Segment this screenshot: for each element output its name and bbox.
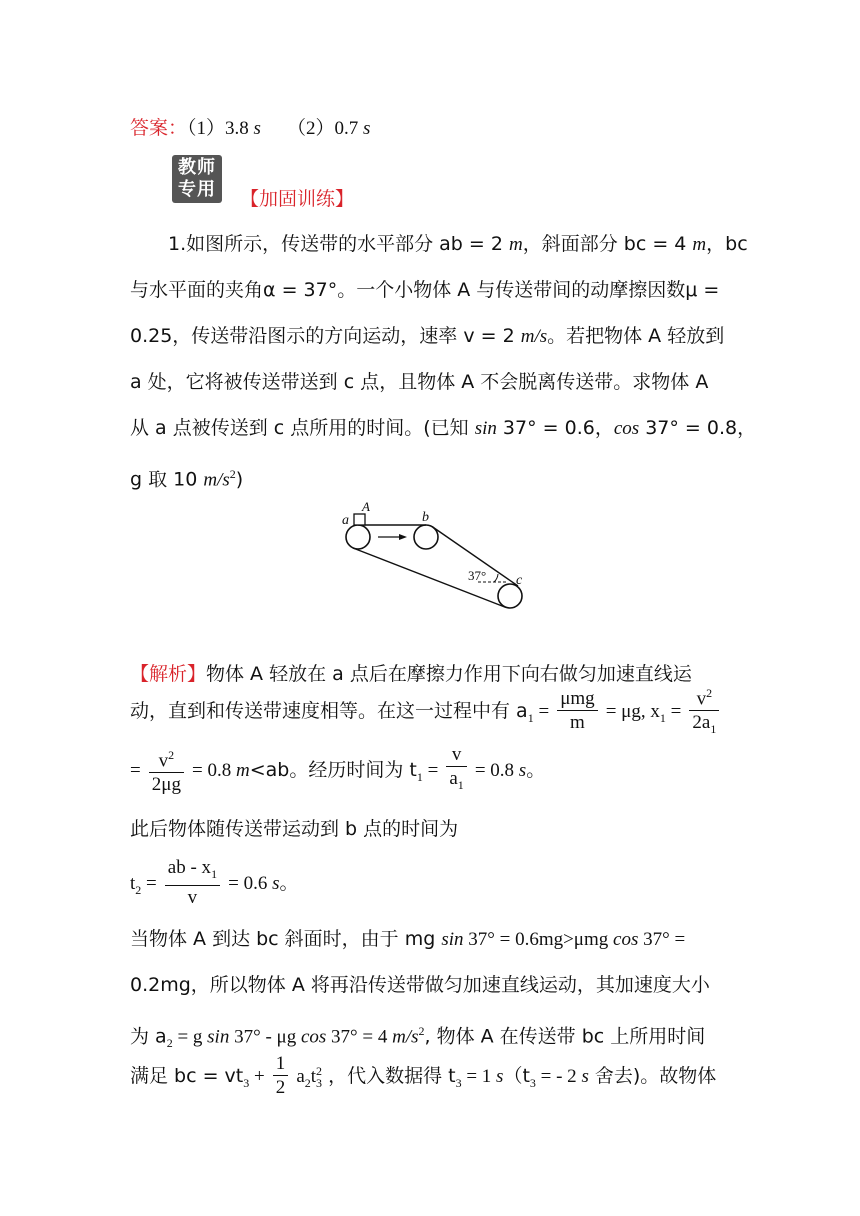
label-c: c (516, 573, 523, 588)
answer-line: 答案：（1）3.8 s （2）0.7 s (130, 117, 371, 139)
block-A (354, 514, 365, 525)
fraction-v2-2a1: $\frac{v^2}{2a_1}$ (689, 682, 719, 741)
label-a: a (342, 513, 349, 528)
teacher-badge-icon: 教师 专用 (172, 155, 222, 203)
solution-tag: 【解析】 (130, 663, 207, 685)
problem-line-1: 1.如图所示，传送带的水平部分 ab = 2 m，斜面部分 bc = 4 m，bc (168, 233, 748, 255)
fraction-ab-x1-v: $\frac{ab - x_1}{v}$ (165, 857, 220, 910)
pulley-a (346, 525, 370, 549)
solution-line-8: 为 $a_2 = g$ sin 37° - μg cos 37° = 4 $m/s^2$, 物体 A 在传送带 bc 上所用时间 (130, 1024, 706, 1051)
problem-line-6: g 取 10 $m/s^2$) (130, 467, 244, 491)
problem-line-3: 0.25，传送带沿图示的方向运动，速率 v = 2 m/s。若把物体 A 轻放到 (130, 325, 725, 347)
fraction-v2-2ug: $\frac{v^2}{2\mu g}$ (149, 744, 184, 797)
solution-line-2: 动，直到和传送带速度相等。在这一过程中有 $a_1$ = $\frac{\text{μmg}}{m}$ = μg, $x_1$ = $\frac{v^2}{2a_1}$ (130, 682, 721, 746)
problem-line-2: 与水平面的夹角α = 37°。一个小物体 A 与传送带间的动摩擦因数μ = (130, 279, 720, 301)
solution-line-4: 此后物体随传送带运动到 b 点的时间为 (130, 818, 459, 840)
fraction-umg-m: $\frac{\text{μmg}}{m}$ (557, 688, 597, 735)
solution-line-7: 0.2mg，所以物体 A 将再沿传送带做匀加速直线运动，其加速度大小 (130, 974, 710, 996)
answer-label: 答案： (130, 117, 188, 139)
solution-line-6: 当物体 A 到达 bc 斜面时，由于 mg sin 37° = 0.6mg>μmg cos 37° = (130, 928, 686, 950)
fraction-1-2: $\frac{1}{2}$ (273, 1053, 289, 1100)
problem-line-5: 从 a 点被传送到 c 点所用的时间。(已知 sin 37° = 0.6，cos 37° = 0.8， (130, 417, 757, 439)
conveyor-diagram (330, 500, 540, 615)
section-title: 【加固训练】 (240, 188, 355, 210)
solution-line-1: 【解析】物体 A 轻放在 a 点后在摩擦力作用下向右做匀加速直线运 (130, 663, 692, 685)
solution-line-9: 满足 bc = $vt_3$ + $\frac{1}{2}$ $a_2t$ 2 3 ，代入数据得 $t_3 = 1$ $s(t_3$ = - 2 s 舍去)。故物体 (130, 1053, 717, 1098)
label-angle: 37° (468, 568, 487, 583)
label-b: b (422, 510, 429, 525)
solution-line-5: $t_2$ = $\frac{ab - x_1}{v}$ = 0.6 s。 (130, 857, 299, 908)
label-A: A (362, 500, 370, 514)
problem-line-4: a 处，它将被传送带送到 c 点，且物体 A 不会脱离传送带。求物体 A (130, 371, 709, 393)
solution-line-3: = $\frac{v^2}{2\mu g}$ = 0.8 m<ab。经历时间为 $t_1$ = $\frac{v}{a_1}$ = 0.8 s。 (130, 744, 546, 796)
fraction-v-a1: $\frac{v}{a_1}$ (446, 744, 466, 797)
